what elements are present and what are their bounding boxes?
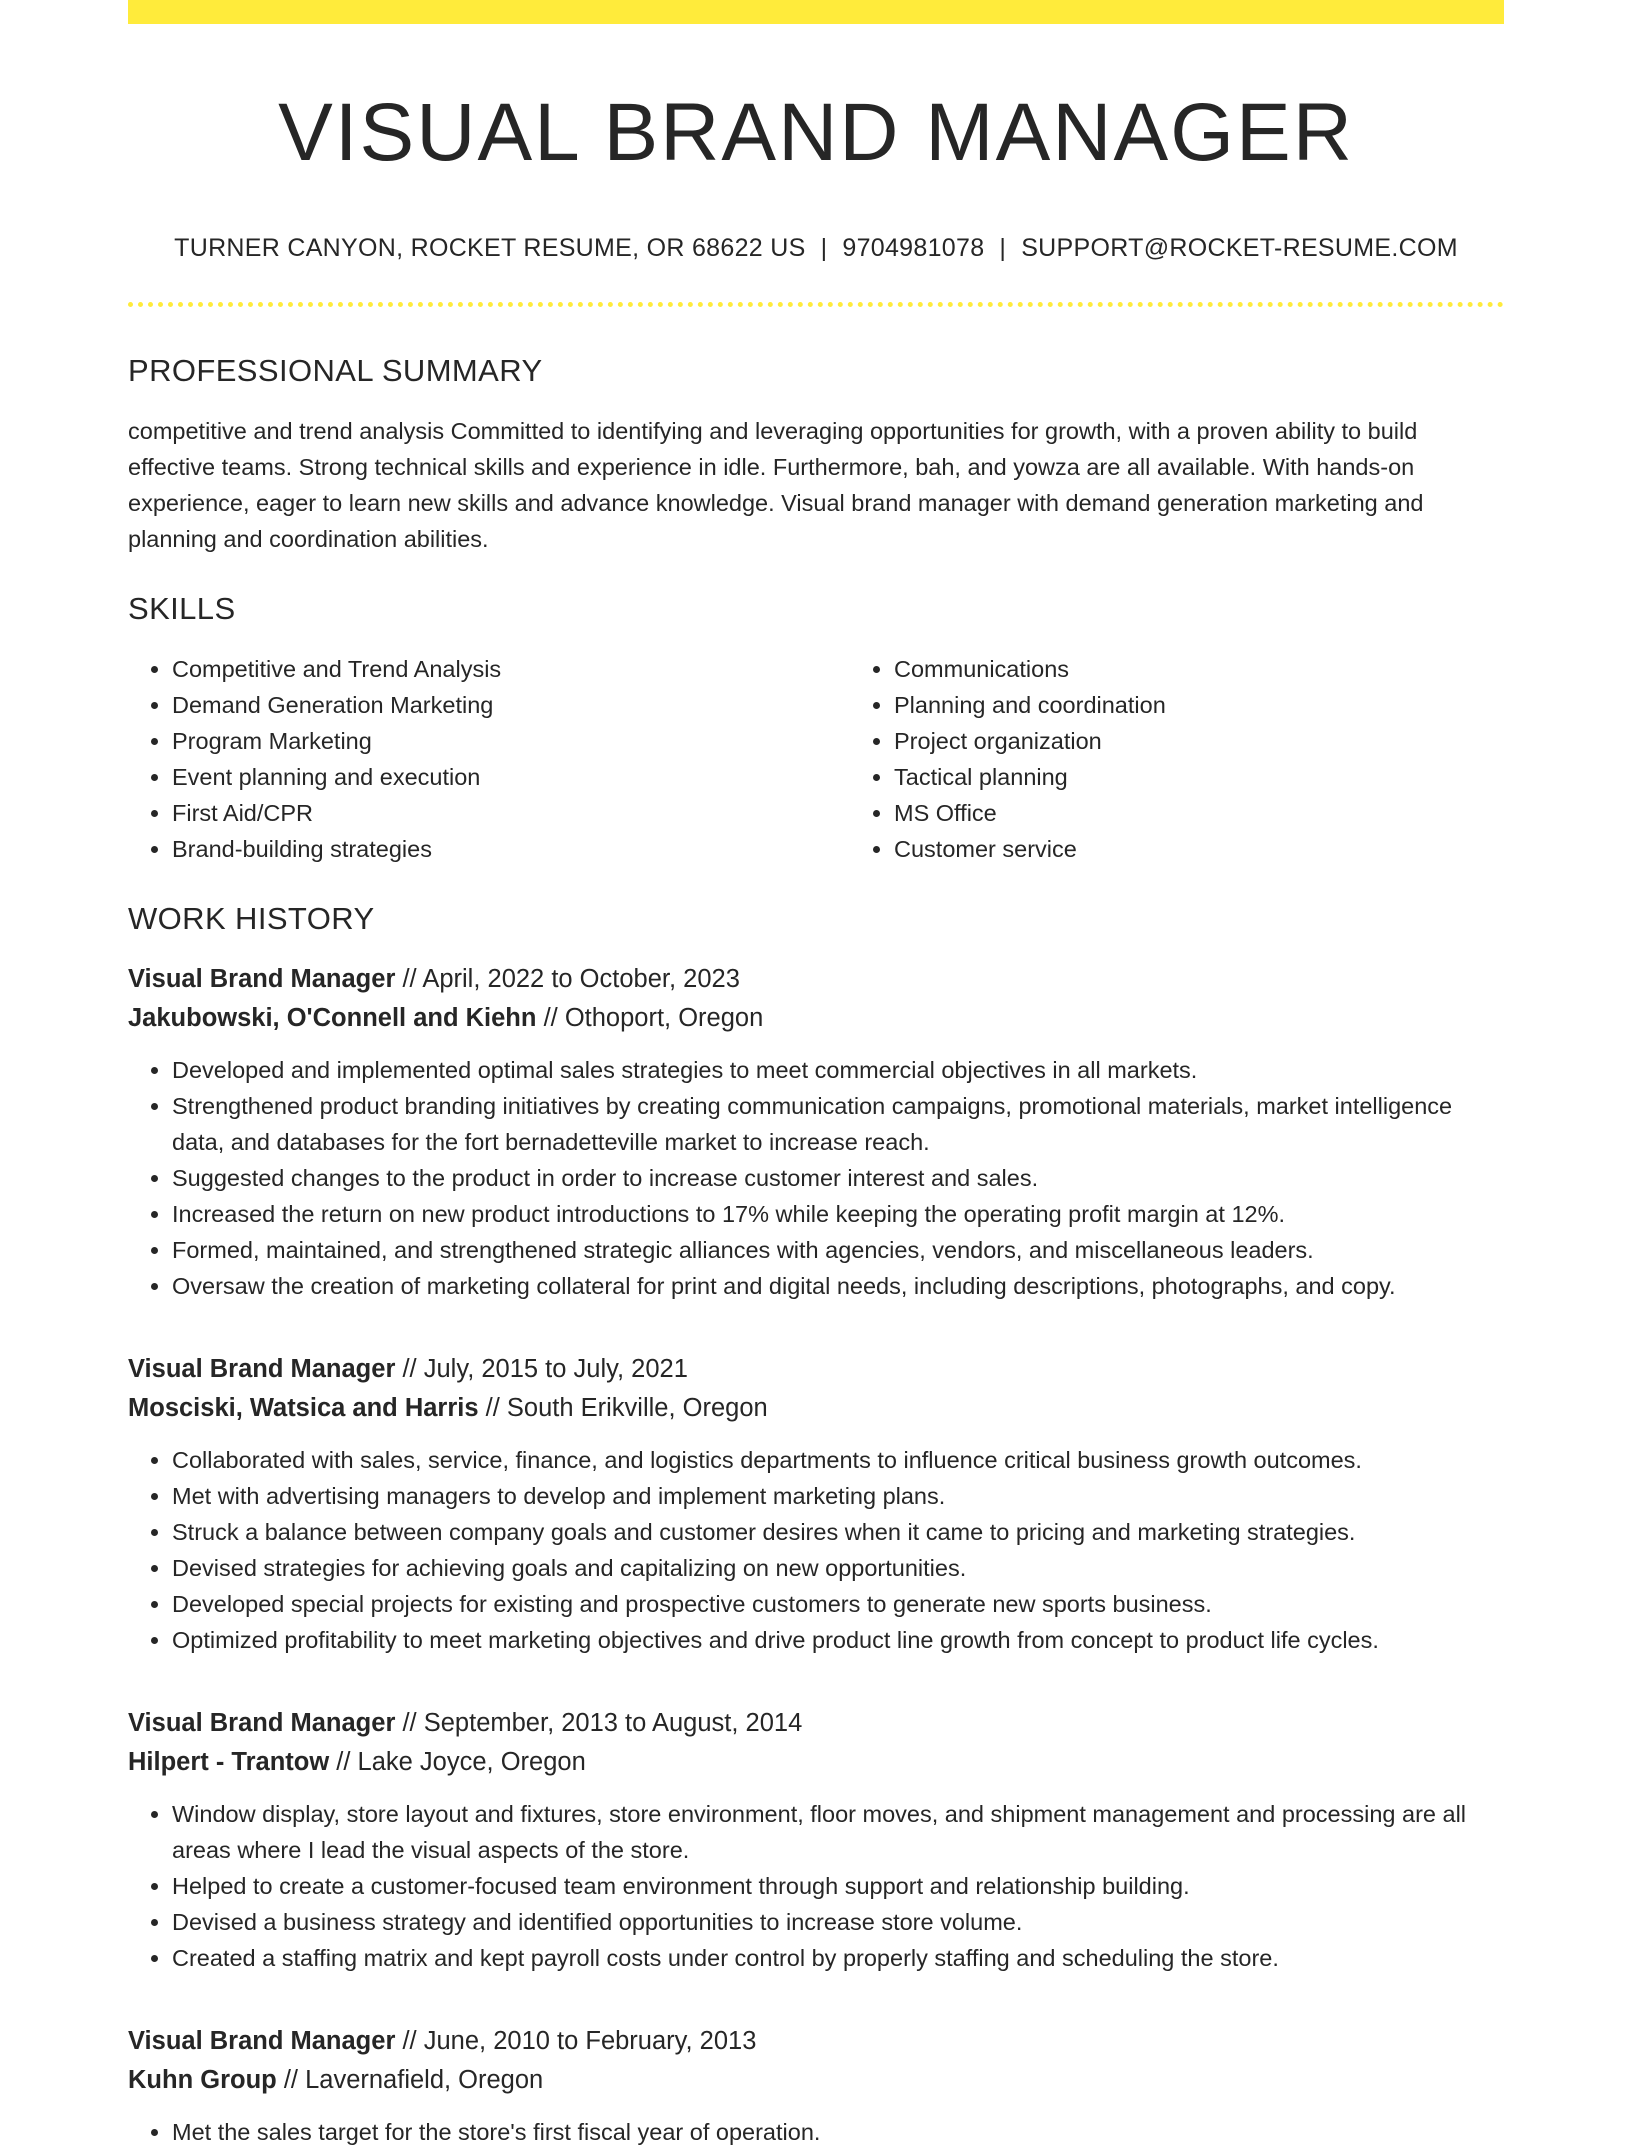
resume-page bbox=[128, 0, 1504, 2150]
job-location: Othoport, Oregon bbox=[564, 1003, 764, 1032]
skill-item: • Competitive and Trend Analysis bbox=[172, 651, 850, 687]
skill-item: • MS Office bbox=[894, 795, 1572, 831]
job-bullet: • Optimized profitability to meet marketing objectives and drive product line growth from concept to product life cycles. bbox=[172, 1622, 1504, 1658]
summary-text: competitive and trend analysis Committed to identifying and leveraging opportunities for growth, with a proven ability to build effective teams. Strong technical skills and experience in idle. Furthermore, bah, and yowza are all available. With hands-on experience, eager to learn new skills and advance knowledge. Visual brand manager with demand generation marketing and planning and coordination abilities. bbox=[128, 418, 1424, 553]
job-title-line bbox=[128, 1350, 1504, 1389]
job-location: Lake Joyce, Oregon bbox=[357, 1747, 586, 1776]
skills-list-right bbox=[850, 651, 1572, 867]
job-separator: // bbox=[485, 1393, 500, 1422]
skill-item: • Communications bbox=[894, 651, 1572, 687]
contact-line bbox=[128, 232, 1504, 265]
job-bullet: • Oversaw the creation of marketing collateral for print and digital needs, including descriptions, photographs, and copy. bbox=[172, 1268, 1504, 1304]
job-separator: // bbox=[543, 1003, 558, 1032]
job-title: Visual Brand Manager bbox=[128, 964, 396, 993]
job-bullet: • Met with advertising managers to develop and implement marketing plans. bbox=[172, 1478, 1504, 1514]
job-bullet: • Window display, store layout and fixtures, store environment, floor moves, and shipment management and processing are all areas where I lead the visual aspects of the store. bbox=[172, 1796, 1504, 1868]
job-dates: September, 2013 to August, 2014 bbox=[423, 1708, 803, 1737]
job-separator: // bbox=[402, 1708, 417, 1737]
skills-list-left bbox=[128, 651, 850, 867]
contact-phone: 9704981078 bbox=[842, 234, 985, 263]
job-dates: April, 2022 to October, 2023 bbox=[422, 964, 740, 993]
job-bullet: • Devised strategies for achieving goals and capitalizing on new opportunities. bbox=[172, 1550, 1504, 1586]
contact-email: SUPPORT@ROCKET-RESUME.COM bbox=[1021, 234, 1458, 263]
job-separator: // bbox=[402, 964, 417, 993]
job-dates: June, 2010 to February, 2013 bbox=[423, 2026, 757, 2055]
job-bullet: • Created a staffing matrix and kept payroll costs under control by properly staffing and scheduling the store. bbox=[172, 1940, 1504, 1976]
job-title-line bbox=[128, 2022, 1504, 2061]
job-separator: // bbox=[402, 2026, 417, 2055]
skill-item: • Tactical planning bbox=[894, 759, 1572, 795]
dotted-divider bbox=[128, 302, 1504, 307]
job-title: Visual Brand Manager bbox=[128, 1354, 396, 1383]
contact-separator: | bbox=[999, 234, 1007, 263]
job-bullets bbox=[128, 1442, 1504, 1658]
job-bullet: • Devised a business strategy and identified opportunities to increase store volume. bbox=[172, 1904, 1504, 1940]
skill-item: • Brand-building strategies bbox=[172, 831, 850, 867]
job-entry bbox=[128, 960, 1504, 1304]
skill-item: • Demand Generation Marketing bbox=[172, 687, 850, 723]
job-location: Lavernafield, Oregon bbox=[305, 2065, 544, 2094]
job-company: Kuhn Group bbox=[128, 2065, 277, 2094]
job-company-line bbox=[128, 1743, 1504, 1782]
job-location: South Erikville, Oregon bbox=[506, 1393, 768, 1422]
job-separator: // bbox=[336, 1747, 351, 1776]
contact-address: TURNER CANYON, ROCKET RESUME, OR 68622 US bbox=[174, 234, 806, 263]
accent-top-bar bbox=[128, 0, 1504, 24]
resume-name-title: VISUAL BRAND MANAGER bbox=[278, 87, 1354, 178]
job-bullet: • Formed, maintained, and strengthened strategic alliances with agencies, vendors, and miscellaneous leaders. bbox=[172, 1232, 1504, 1268]
skill-item: • Customer service bbox=[894, 831, 1572, 867]
job-company-line bbox=[128, 2061, 1504, 2100]
job-bullets bbox=[128, 2114, 1504, 2150]
job-company: Mosciski, Watsica and Harris bbox=[128, 1393, 479, 1422]
skills-section bbox=[128, 589, 1504, 867]
contact-separator: | bbox=[820, 234, 828, 263]
job-bullets bbox=[128, 1052, 1504, 1304]
job-bullet: • Collaborated with sales, service, finance, and logistics departments to influence critical business growth outcomes. bbox=[172, 1442, 1504, 1478]
job-separator: // bbox=[402, 1354, 417, 1383]
skill-item: • Planning and coordination bbox=[894, 687, 1572, 723]
job-bullet: • Increased the return on new product introductions to 17% while keeping the operating profit margin at 12%. bbox=[172, 1196, 1504, 1232]
job-separator: // bbox=[283, 2065, 298, 2094]
skill-item: • Program Marketing bbox=[172, 723, 850, 759]
skill-item: • Event planning and execution bbox=[172, 759, 850, 795]
job-entry bbox=[128, 1704, 1504, 1976]
job-bullet: • Developed and implemented optimal sales strategies to meet commercial objectives in all markets. bbox=[172, 1052, 1504, 1088]
job-title: Visual Brand Manager bbox=[128, 1708, 396, 1737]
job-entry bbox=[128, 2022, 1504, 2150]
skill-item: • First Aid/CPR bbox=[172, 795, 850, 831]
job-bullet: • Developed special projects for existing and prospective customers to generate new sports business. bbox=[172, 1586, 1504, 1622]
job-bullet: • Suggested changes to the product in order to increase customer interest and sales. bbox=[172, 1160, 1504, 1196]
job-company-line bbox=[128, 999, 1504, 1038]
job-company: Jakubowski, O'Connell and Kiehn bbox=[128, 1003, 537, 1032]
job-dates: July, 2015 to July, 2021 bbox=[423, 1354, 688, 1383]
skill-item: • Project organization bbox=[894, 723, 1572, 759]
skills-columns bbox=[128, 651, 1504, 867]
job-entry bbox=[128, 1350, 1504, 1658]
job-bullets bbox=[128, 1796, 1504, 1976]
job-title: Visual Brand Manager bbox=[128, 2026, 396, 2055]
job-company-line bbox=[128, 1389, 1504, 1428]
job-company: Hilpert - Trantow bbox=[128, 1747, 330, 1776]
job-bullet: • Strengthened product branding initiatives by creating communication campaigns, promotional materials, market intelligence data, and databases for the fort bernadetteville market to increase reach. bbox=[172, 1088, 1504, 1160]
summary-heading: PROFESSIONAL SUMMARY bbox=[128, 352, 543, 388]
work-history-section bbox=[128, 899, 1504, 2149]
summary-section bbox=[128, 351, 1504, 557]
work-history-heading: WORK HISTORY bbox=[128, 901, 375, 937]
job-bullet: • Struck a balance between company goals and customer desires when it came to pricing and marketing strategies. bbox=[172, 1514, 1504, 1550]
job-title-line bbox=[128, 960, 1504, 999]
job-title-line bbox=[128, 1704, 1504, 1743]
job-bullet: • Helped to create a customer-focused team environment through support and relationship building. bbox=[172, 1868, 1504, 1904]
job-bullet: • Met the sales target for the store's first fiscal year of operation. bbox=[172, 2114, 1504, 2150]
skills-heading: SKILLS bbox=[128, 591, 236, 627]
